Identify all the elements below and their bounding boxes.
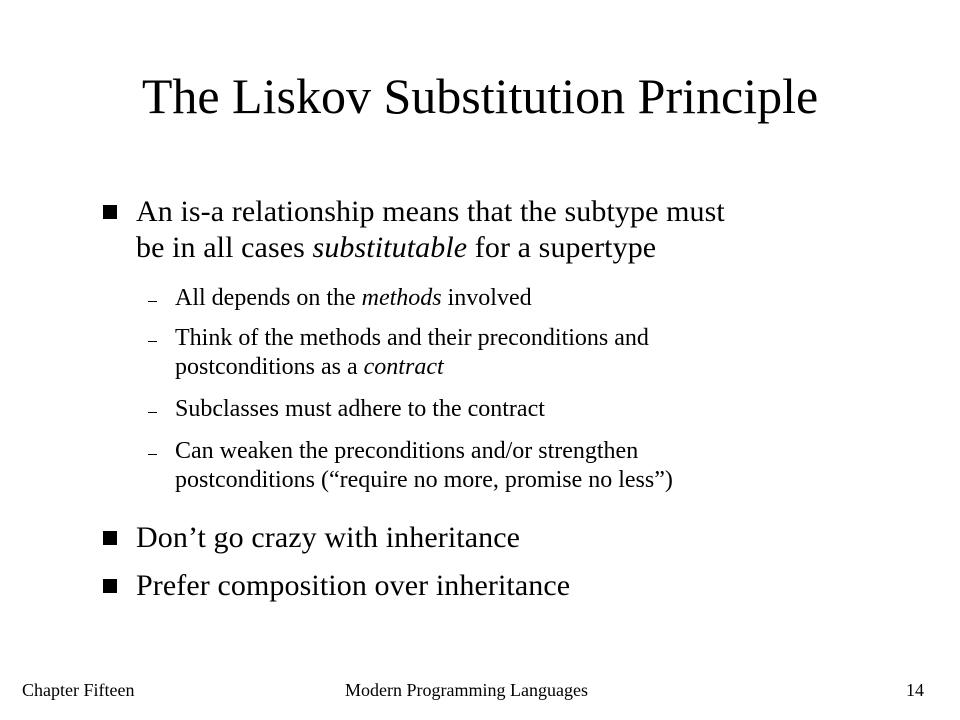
subbullet-item-1: [148, 284, 828, 314]
subbullet-2-emphasis: contract: [363, 354, 444, 380]
dash-bullet-icon: [148, 412, 157, 413]
subbullet-item-2: [148, 324, 828, 384]
bullet-3-text: Prefer composition over inheritance: [136, 569, 571, 602]
dash-bullet-icon: [148, 301, 157, 302]
dash-bullet-icon: [148, 341, 157, 342]
footer-course-title: Modern Programming Languages: [345, 680, 588, 700]
subbullet-1-text-b: involved: [441, 285, 532, 311]
subbullet-1-text: [175, 284, 532, 312]
bullet-1-line-1: An is-a relationship means that the subtype must: [136, 195, 725, 228]
subbullet-1-emphasis: methods: [361, 285, 442, 311]
subbullet-2-line-1: Think of the methods and their preconditions and: [175, 325, 649, 351]
square-bullet-icon: [103, 531, 117, 545]
bullet-1-line-2: [136, 230, 656, 266]
subbullet-4-line-1: Can weaken the preconditions and/or strengthen: [175, 438, 639, 464]
bullet-1-line-2-tail: for a supertype: [467, 231, 657, 264]
bullet-1-emphasis: substitutable: [312, 231, 468, 264]
subbullet-3-text: Subclasses must adhere to the contract: [175, 396, 545, 422]
bullet-item-3: [103, 568, 843, 608]
bullet-1-line-2-text: be in all cases: [136, 231, 313, 264]
subbullet-2-line-2-text: postconditions as a: [175, 354, 364, 380]
subbullet-4-line-2: postconditions (“require no more, promise no less”): [175, 467, 673, 493]
slide-title: The Liskov Substitution Principle: [141, 68, 819, 124]
bullet-item-2: [103, 520, 843, 560]
subbullet-item-4: [148, 437, 828, 497]
square-bullet-icon: [103, 579, 117, 593]
footer-chapter: Chapter Fifteen: [22, 680, 135, 700]
subbullet-2-line-2: [175, 353, 444, 381]
bullet-2-text: Don’t go crazy with inheritance: [136, 521, 521, 554]
subbullet-item-3: [148, 395, 828, 425]
dash-bullet-icon: [148, 454, 157, 455]
bullet-item-1: [103, 194, 843, 274]
square-bullet-icon: [103, 205, 117, 219]
footer-page-number: 14: [906, 680, 924, 700]
subbullet-1-text-a: All depends on the: [175, 285, 362, 311]
